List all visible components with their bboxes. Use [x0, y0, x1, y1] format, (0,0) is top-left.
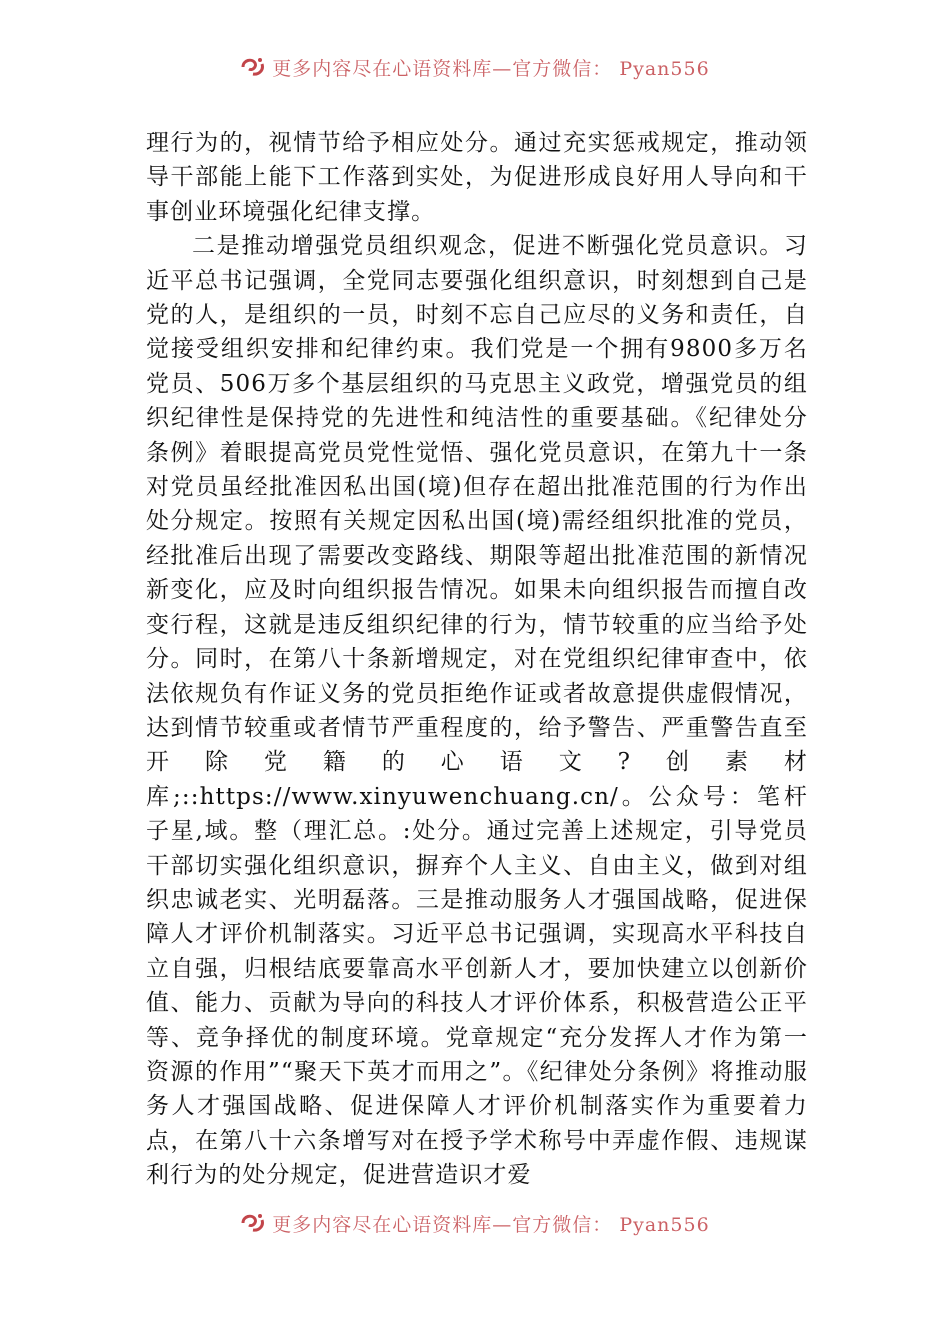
watermark-text: 更多内容尽在心语资料库—官方微信： Pyan556 [272, 1213, 710, 1236]
watermark-text: 更多内容尽在心语资料库—官方微信： Pyan556 [272, 57, 710, 80]
document-body [146, 126, 808, 1193]
header-watermark [0, 52, 950, 82]
paragraph: 二是推动增强党员组织观念，促进不断强化党员意识。习近平总书记强调，全党同志要强化组织意识，时刻想到自己是党的人，是组织的一员，时刻不忘自己应尽的义务和责任，自觉接受组织安排和纪律约束。我们党是一个拥有9800多万名党员、506万多个基层组织的马克思主义政党，增强党员的组织纪律性是保持党的先进性和纯洁性的重要基础。《纪律处分条例》着眼提高党员党性觉悟、强化党员意识，在第九十一条对党员虽经批准因私出国(境)但存在超出批准范围的行为作出处分规定。按照有关规定因私出国(境)需经组织批准的党员，经批准后出现了需要改变路线、期限等超出批准范围的新情况新变化，应及时向组织报告情况。如果未向组织报告而擅自改变行程，这就是违反组织纪律的行为，情节较重的应当给予处分。同时，在第八十条新增规定，对在党组织纪律审查中，依法依规负有作证义务的党员拒绝作证或者故意提供虚假情况，达到情节较重或者情节严重程度的，给予警告、严重警告直至开除党籍的心语文?创素材库;::https://www.xinyuwenchuang.cn/。公众号：笔杆子星,域。整（理汇总。:处分。通过完善上述规定，引导党员干部切实强化组织意识，摒弃个人主义、自由主义，做到对组织忠诚老实、光明磊落。三是推动服务人才强国战略，促进保障人才评价机制落实。习近平总书记强调，实现高水平科技自立自强，归根结底要靠高水平创新人才，要加快建立以创新价值、能力、贡献为导向的科技人才评价体系，积极营造公正平等、竞争择优的制度环境。党章规定“充分发挥人才作为第一资源的作用”“聚天下英才而用之”。《纪律处分条例》将推动服务人才强国战略、促进保障人才评价机制落实作为重要着力点，在第八十六条增写对在授予学术称号中弄虚作假、违规谋利行为的处分规定，促进营造识才爱 [146, 233, 808, 1189]
paragraph: 理行为的，视情节给予相应处分。通过充实惩戒规定，推动领导干部能上能下工作落到实处，为促进形成良好用人导向和干事创业环境强化纪律支撑。 [146, 130, 808, 225]
brand-logo-icon [240, 1212, 266, 1234]
footer-watermark [0, 1208, 950, 1238]
brand-logo-icon [240, 56, 266, 78]
